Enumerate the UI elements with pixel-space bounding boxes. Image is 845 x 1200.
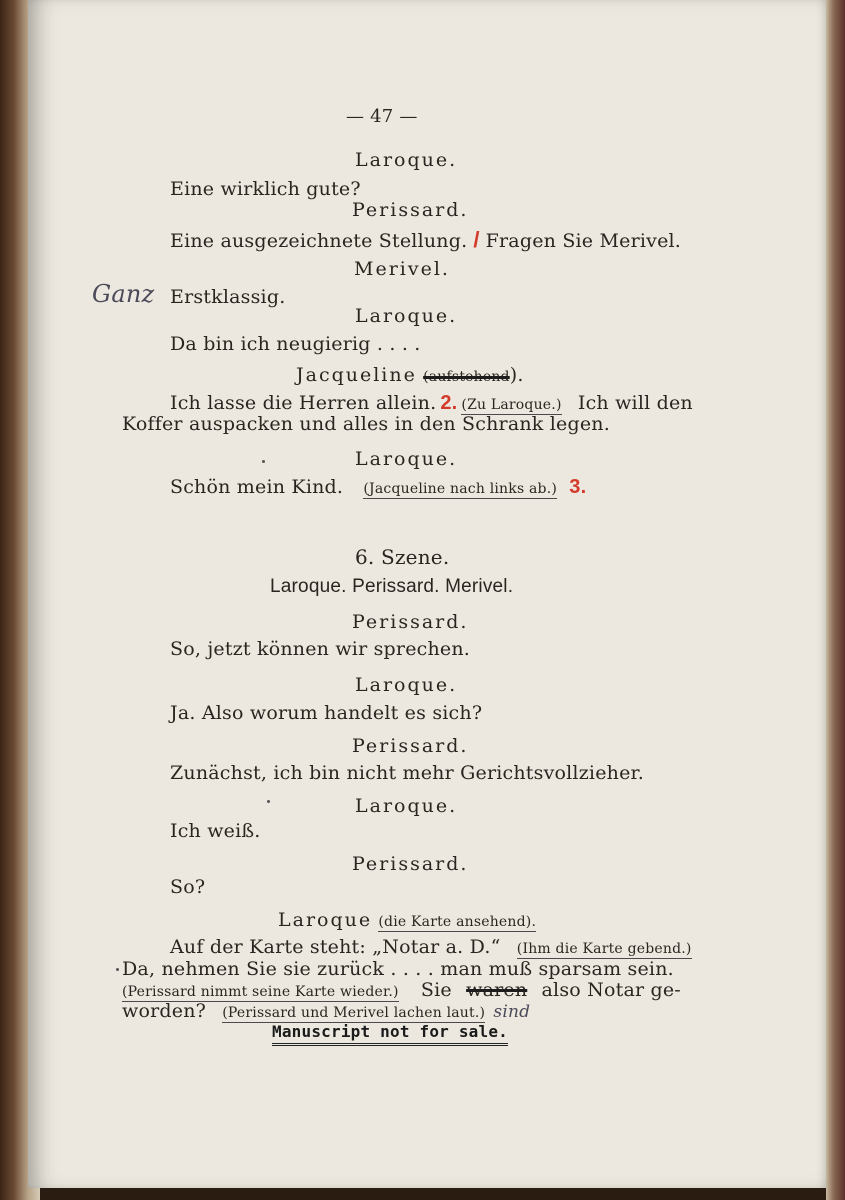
stamp-manuscript: Manuscript not for sale. xyxy=(272,1022,508,1046)
speaker-laroque: Laroque. xyxy=(355,795,458,817)
dialogue-line: Auf der Karte steht: „Notar a. D.“ (Ihm die Karte gebend.) xyxy=(170,936,692,958)
dialogue-line: (Perissard nimmt seine Karte wieder.) Sie waren also Notar ge- xyxy=(122,979,681,1001)
speaker-perissard: Perissard. xyxy=(352,853,469,875)
speck xyxy=(267,800,270,803)
red-mark-1: / xyxy=(473,227,480,252)
speaker-laroque: Laroque. xyxy=(355,305,458,327)
red-mark-3: 3. xyxy=(569,476,587,498)
speaker-merivel: Merivel. xyxy=(354,258,450,280)
dialogue-line: Zunächst, ich bin nicht mehr Gerichtsvollzieher. xyxy=(170,762,644,784)
dialogue-line: Eine wirklich gute? xyxy=(170,178,361,200)
struck-word: waren xyxy=(466,979,528,1001)
speaker-laroque: Laroque. xyxy=(355,448,458,470)
dialogue-line: Ich weiß. xyxy=(170,820,261,842)
handwritten-margin-note: Ganz xyxy=(92,280,155,308)
stage-direction: (Jacqueline nach links ab.) xyxy=(363,481,558,497)
scene-heading: 6. Szene. xyxy=(355,545,450,569)
handwritten-insert: sind xyxy=(493,1002,531,1022)
stage-direction: (Perissard nimmt seine Karte wieder.) xyxy=(122,984,399,1000)
dialogue-line: worden? (Perissard und Merivel lachen laut.) sind xyxy=(122,1000,531,1022)
speck xyxy=(262,460,265,463)
stage-direction: (Ihm die Karte gebend.) xyxy=(516,941,692,957)
dialogue-line: Ich lasse die Herren allein. 2. (Zu Laroque.) Ich will den xyxy=(170,392,693,414)
speaker-laroque: Laroque. xyxy=(355,674,458,696)
speaker-perissard: Perissard. xyxy=(352,199,469,221)
speaker-perissard: Perissard. xyxy=(352,611,469,633)
speaker-perissard: Perissard. xyxy=(352,735,469,757)
dialogue-line: Ja. Also worum handelt es sich? xyxy=(170,702,483,724)
speck xyxy=(116,968,119,971)
scene-cast: Laroque. Perissard. Merivel. xyxy=(270,576,514,597)
page-edge xyxy=(826,0,845,1200)
dialogue-line: So, jetzt können wir sprechen. xyxy=(170,638,471,660)
struck-stage-direction: (aufstehend xyxy=(423,369,510,385)
speaker-laroque: Laroque. xyxy=(355,149,458,171)
stage-direction: (Perissard und Merivel lachen laut.) xyxy=(222,1005,486,1021)
stage-direction: (Zu Laroque.) xyxy=(461,397,562,413)
dialogue-line: Eine ausgezeichnete Stellung. / Fragen Sie Merivel. xyxy=(170,227,682,252)
dialogue-line: Schön mein Kind. (Jacqueline nach links ab.) 3. xyxy=(170,476,587,498)
dialogue-line: Da, nehmen Sie sie zurück . . . . man muß sparsam sein. xyxy=(122,958,674,980)
dialogue-line: Koffer auspacken und alles in den Schrank legen. xyxy=(122,413,610,435)
speaker-jacqueline: Jacqueline (aufstehend). xyxy=(296,364,524,386)
dialogue-line: Da bin ich neugierig . . . . xyxy=(170,333,421,355)
dialogue-line: So? xyxy=(170,876,206,898)
speaker-laroque: Laroque (die Karte ansehend). xyxy=(278,909,537,931)
stage-direction: (die Karte ansehend). xyxy=(378,914,537,930)
red-mark-2: 2. xyxy=(440,392,458,414)
page-number: — 47 — xyxy=(346,106,418,127)
dialogue-line: Erstklassig. xyxy=(170,286,286,308)
